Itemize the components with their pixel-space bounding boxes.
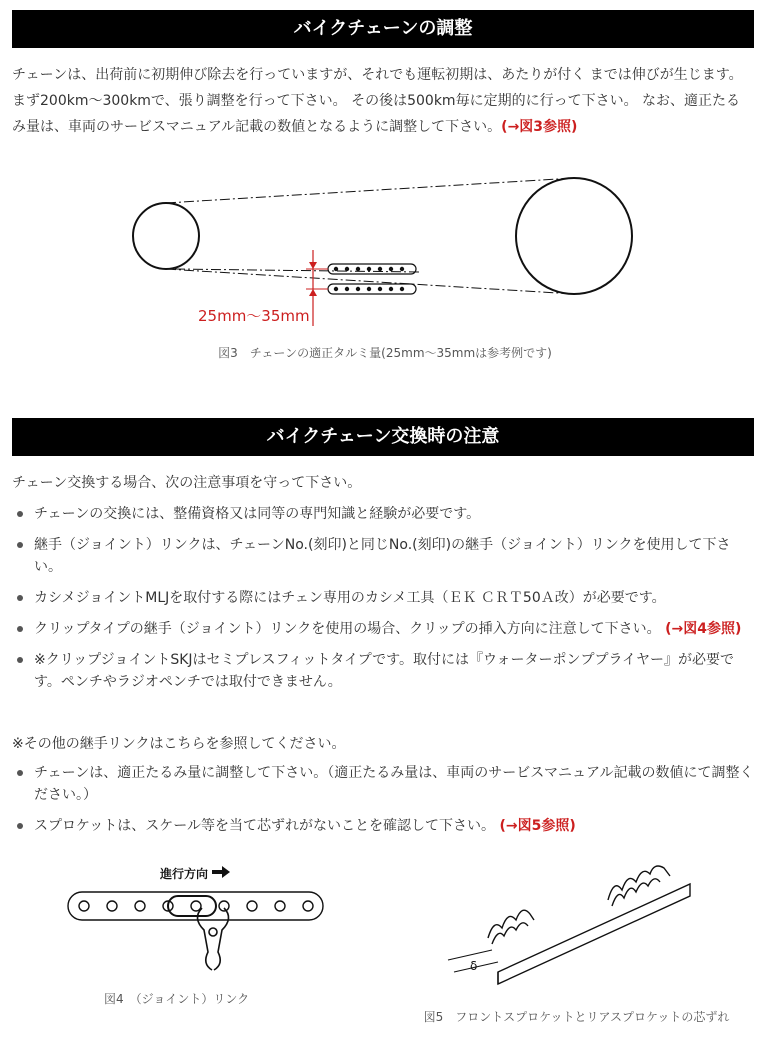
adjustment-text: チェーンは、出荷前に初期伸び除去を行っていますが、それでも運転初期は、あたりが付く までは伸びが生じます。まず200km～300kmで、張り調整を行って下さい。 その後は500km毎に定期的に行って下さい。 なお、適正たるみ量は、車両のサービスマニュアル記載の数値となるように調整して下さい。 <box>12 67 743 135</box>
adjustment-paragraph <box>12 62 754 140</box>
direction-arrow-icon <box>212 866 230 878</box>
chain-upper-line <box>166 178 574 203</box>
other-joint-links-note[interactable]: ※その他の継手リンクはこちらを参照してください。 <box>12 736 346 752</box>
list-item: スプロケットは、スケール等を当て芯ずれがないことを確認して下さい。 (→図5参照) <box>12 815 754 837</box>
figure5-caption: 図5 フロントスプロケットとリアスプロケットの芯ずれ <box>423 1010 730 1024</box>
figure4-caption: 図4 （ジョイント）リンク <box>104 992 250 1006</box>
pliers-icon <box>197 908 228 970</box>
chain-links-upper <box>328 264 416 274</box>
list-item: 継手（ジョイント）リンクは、チェーンNo.(刻印)と同じNo.(刻印)の継手（ジョイント）リンクを使用して下さい。 <box>12 534 754 578</box>
figure5-reference-link[interactable]: (→図5参照) <box>499 818 576 834</box>
chain-links-lower <box>328 284 416 294</box>
list-item: クリップタイプの継手（ジョイント）リンクを使用の場合、クリップの挿入方向に注意して下さい。 (→図4参照) <box>12 618 754 640</box>
chain-slack-diagram <box>120 172 650 332</box>
figure3-caption: 図3 チェーンの適正タルミ量(25mm～35mmは参考例です) <box>218 346 552 360</box>
replacement-intro: チェーン交換する場合、次の注意事項を守って下さい。 <box>12 475 362 491</box>
section-title-chain-adjustment: バイクチェーンの調整 <box>12 10 754 48</box>
figure3-reference-link[interactable]: (→図3参照) <box>501 119 578 135</box>
direction-label: 進行方向 <box>160 867 209 881</box>
adjustment-cautions-list <box>12 762 754 846</box>
list-item: カシメジョイントMLJを取付する際にはチェン専用のカシメ工具（ＥＫ ＣＲＴ50Ａ改）が必要です。 <box>12 587 754 609</box>
straightedge-bar <box>498 884 690 984</box>
list-item: チェーンの交換には、整備資格又は同等の専門知識と経験が必要です。 <box>12 503 754 525</box>
sprocket-alignment-diagram <box>440 860 700 990</box>
joint-link-diagram <box>62 860 332 975</box>
replacement-cautions-list <box>12 503 754 702</box>
front-sprocket-teeth <box>488 910 534 944</box>
rear-sprocket <box>516 178 632 294</box>
chain-link-drawing <box>68 892 323 920</box>
slack-range-label: 25mm～35mm <box>198 307 310 325</box>
offset-symbol: δ <box>470 959 478 973</box>
list-item: チェーンは、適正たるみ量に調整して下さい。（適正たるみ量は、車両のサービスマニュアル記載の数値にて調整ください。） <box>12 762 754 806</box>
front-sprocket <box>133 203 199 269</box>
list-item: ※クリップジョイントSKJはセミプレスフィットタイプです。取付には『ウォーターポンププライヤー』が必要です。ペンチやラジオペンチでは取付できません。 <box>12 649 754 693</box>
figure4-reference-link[interactable]: (→図4参照) <box>665 621 742 637</box>
section-title-chain-replacement: バイクチェーン交換時の注意 <box>12 418 754 456</box>
